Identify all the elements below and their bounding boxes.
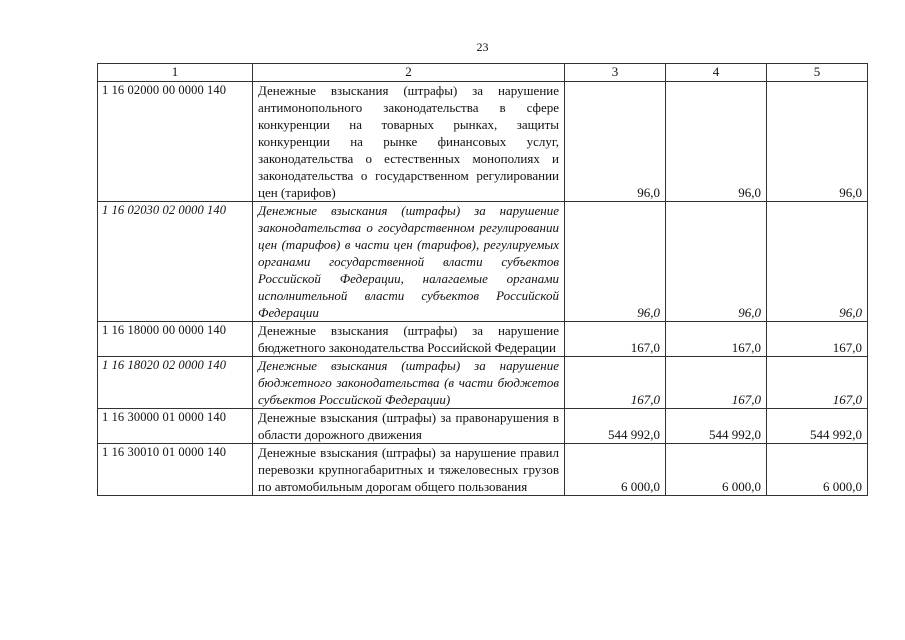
- value-col3-cell: 544 992,0: [565, 409, 666, 444]
- description-cell: Денежные взыскания (штрафы) за нарушение законодательства о государственном регулировании цен (тарифов) в части цен (тарифов), регулируемых органами государственной власти субъектов Российской Федерации, налагаемые органами исполнительной власти субъектов Российской Федерации: [253, 202, 565, 322]
- budget-code-cell: 1 16 18000 00 0000 140: [98, 322, 253, 357]
- table-row: [98, 444, 868, 496]
- value-col4-cell: 167,0: [666, 322, 767, 357]
- value-col5-cell: 167,0: [767, 322, 868, 357]
- header-row: [98, 64, 868, 82]
- table-row: [98, 82, 868, 202]
- budget-code-cell: 1 16 02000 00 0000 140: [98, 82, 253, 202]
- page-number: 23: [476, 40, 489, 54]
- column-header-5: 5: [767, 64, 868, 82]
- description-cell: Денежные взыскания (штрафы) за нарушение антимонопольного законодательства в сфере конкуренции на товарных рынках, защиты конкуренции на рынке финансовых услуг, законодательства о естественных монополиях и законодательства о государственном регулировании цен (тарифов): [253, 82, 565, 202]
- budget-code-cell: 1 16 30000 01 0000 140: [98, 409, 253, 444]
- budget-code-cell: 1 16 02030 02 0000 140: [98, 202, 253, 322]
- value-col5-cell: 96,0: [767, 82, 868, 202]
- value-col3-cell: 6 000,0: [565, 444, 666, 496]
- value-col4-cell: 167,0: [666, 357, 767, 409]
- budget-code-cell: 1 16 18020 02 0000 140: [98, 357, 253, 409]
- value-col5-cell: 6 000,0: [767, 444, 868, 496]
- value-col4-cell: 96,0: [666, 82, 767, 202]
- budget-code-cell: 1 16 30010 01 0000 140: [98, 444, 253, 496]
- value-col3-cell: 167,0: [565, 357, 666, 409]
- value-col3-cell: 167,0: [565, 322, 666, 357]
- value-col4-cell: 6 000,0: [666, 444, 767, 496]
- column-header-2: 2: [253, 64, 565, 82]
- column-header-4: 4: [666, 64, 767, 82]
- revenue-table: [97, 63, 868, 496]
- description-cell: Денежные взыскания (штрафы) за нарушение бюджетного законодательства Российской Федерации: [253, 322, 565, 357]
- value-col4-cell: 544 992,0: [666, 409, 767, 444]
- value-col5-cell: 96,0: [767, 202, 868, 322]
- value-col3-cell: 96,0: [565, 202, 666, 322]
- table-body: [98, 82, 868, 496]
- column-header-1: 1: [98, 64, 253, 82]
- table-row: [98, 409, 868, 444]
- description-cell: Денежные взыскания (штрафы) за правонарушения в области дорожного движения: [253, 409, 565, 444]
- value-col3-cell: 96,0: [565, 82, 666, 202]
- description-cell: Денежные взыскания (штрафы) за нарушение бюджетного законодательства (в части бюджетов субъектов Российской Федерации): [253, 357, 565, 409]
- description-cell: Денежные взыскания (штрафы) за нарушение правил перевозки крупногабаритных и тяжеловесных грузов по автомобильным дорогам общего пользования: [253, 444, 565, 496]
- value-col5-cell: 544 992,0: [767, 409, 868, 444]
- value-col5-cell: 167,0: [767, 357, 868, 409]
- table-row: [98, 357, 868, 409]
- value-col4-cell: 96,0: [666, 202, 767, 322]
- column-header-3: 3: [565, 64, 666, 82]
- table-row: [98, 202, 868, 322]
- table-header: [98, 64, 868, 82]
- table-row: [98, 322, 868, 357]
